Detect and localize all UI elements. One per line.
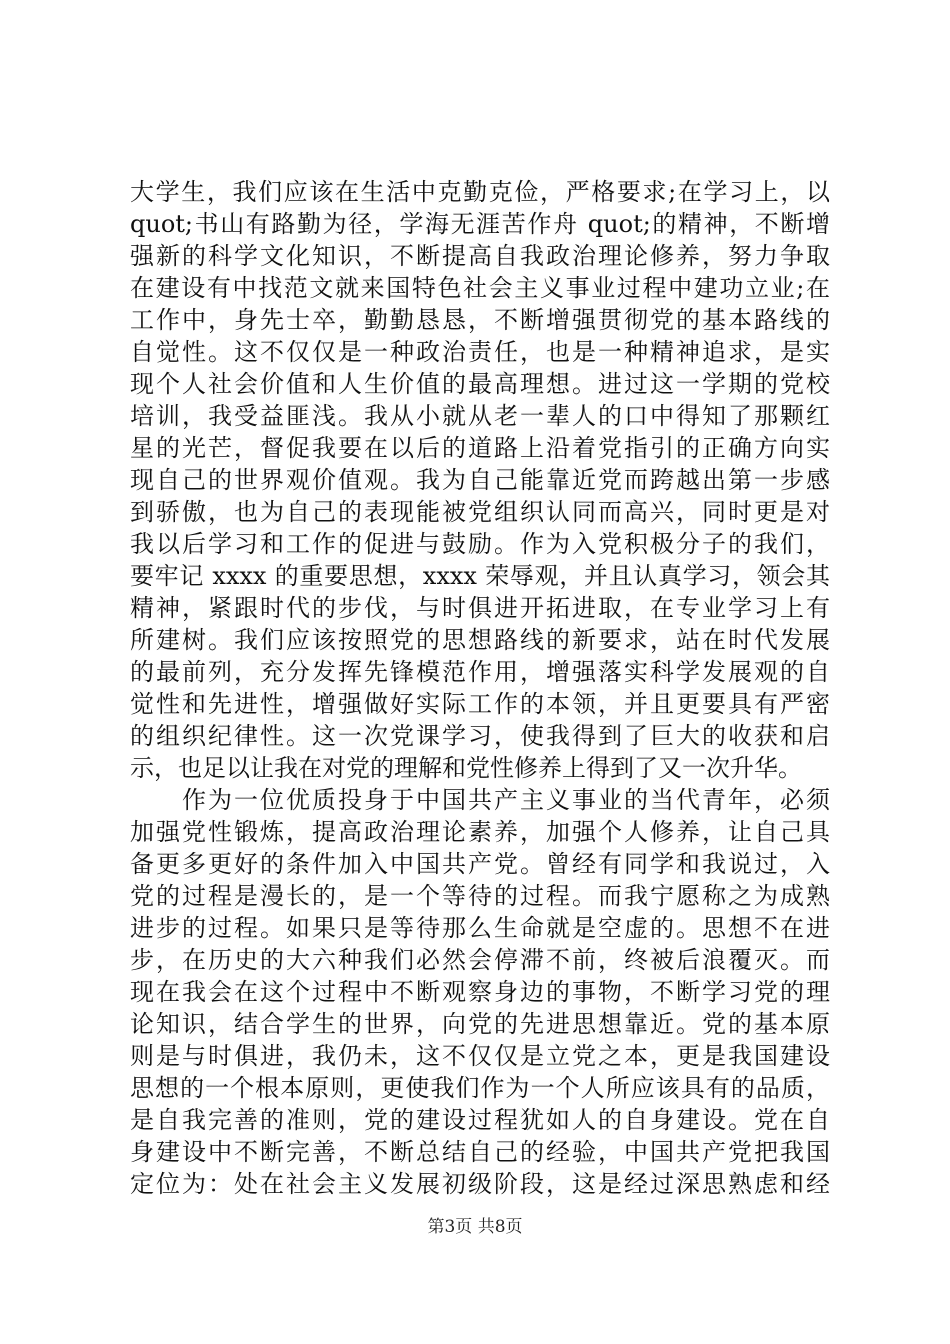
text-line: 到骄傲，也为自己的表现能被党组织认同而高兴，同时更是对	[130, 498, 830, 526]
text-line: 作为一位优质投身于中国共产主义事业的当代青年，必须	[130, 786, 830, 814]
body-paragraph-1	[130, 176, 830, 784]
text-line: 工作中，身先士卒，勤勤恳恳，不断增强贯彻党的基本路线的	[130, 306, 830, 334]
page-footer: 第3页 共8页	[427, 1217, 523, 1237]
text-line: 培训，我受益匪浅。我从小就从老一辈人的口中得知了那颗红	[130, 402, 830, 430]
text-line: 示，也足以让我在对党的理解和党性修养上得到了又一次升华。	[130, 754, 802, 782]
text-line: 加强党性锻炼，提高政治理论素养，加强个人修养，让自己具	[130, 818, 830, 846]
text-line: 要牢记 xxxx 的重要思想，xxxx 荣辱观，并且认真学习，领会其	[130, 562, 830, 590]
text-line: 强新的科学文化知识，不断提高自我政治理论修养，努力争取	[130, 242, 830, 270]
text-line: 现自己的世界观价值观。我为自己能靠近党而跨越出第一步感	[130, 466, 830, 494]
text-line: 身建设中不断完善，不断总结自己的经验，中国共产党把我国	[130, 1138, 830, 1166]
text-line: 步，在历史的大六种我们必然会停滞不前，终被后浪覆灭。而	[130, 946, 830, 974]
text-line: 进步的过程。如果只是等待那么生命就是空虚的。思想不在进	[130, 914, 830, 942]
text-line: 自觉性。这不仅仅是一种政治责任，也是一种精神追求，是实	[130, 338, 830, 366]
text-line: 大学生，我们应该在生活中克勤克俭，严格要求;在学习上，以	[130, 178, 830, 206]
text-line: 所建树。我们应该按照党的思想路线的新要求，站在时代发展	[130, 626, 830, 654]
body-paragraph-2	[130, 784, 830, 1200]
text-line: 我以后学习和工作的促进与鼓励。作为入党积极分子的我们，	[130, 530, 830, 558]
text-line: 觉性和先进性，增强做好实际工作的本领，并且更要具有严密	[130, 690, 830, 718]
text-line: 的最前列，充分发挥先锋模范作用，增强落实科学发展观的自	[130, 658, 830, 686]
text-line: 的组织纪律性。这一次党课学习，使我得到了巨大的收获和启	[130, 722, 830, 750]
text-line: 定位为：处在社会主义发展初级阶段，这是经过深思熟虑和经	[130, 1170, 830, 1198]
text-line: quot;书山有路勤为径，学海无涯苦作舟 quot;的精神，不断增	[130, 210, 830, 238]
text-line: 在建设有中找范文就来国特色社会主义事业过程中建功立业;在	[130, 274, 830, 302]
text-line: 思想的一个根本原则，更使我们作为一个人所应该具有的品质，	[130, 1074, 830, 1102]
text-line: 精神，紧跟时代的步伐，与时俱进开拓进取，在专业学习上有	[130, 594, 830, 622]
text-line: 备更多更好的条件加入中国共产党。曾经有同学和我说过，入	[130, 850, 830, 878]
text-line: 则是与时俱进，我仍未，这不仅仅是立党之本，更是我国建设	[130, 1042, 830, 1070]
text-line: 星的光芒，督促我要在以后的道路上沿着党指引的正确方向实	[130, 434, 830, 462]
text-line: 论知识，结合学生的世界，向党的先进思想靠近。党的基本原	[130, 1010, 830, 1038]
text-line: 现在我会在这个过程中不断观察身边的事物，不断学习党的理	[130, 978, 830, 1006]
text-line: 是自我完善的准则，党的建设过程犹如人的自身建设。党在自	[130, 1106, 830, 1134]
text-line: 党的过程是漫长的，是一个等待的过程。而我宁愿称之为成熟	[130, 882, 830, 910]
text-line: 现个人社会价值和人生价值的最高理想。进过这一学期的党校	[130, 370, 830, 398]
